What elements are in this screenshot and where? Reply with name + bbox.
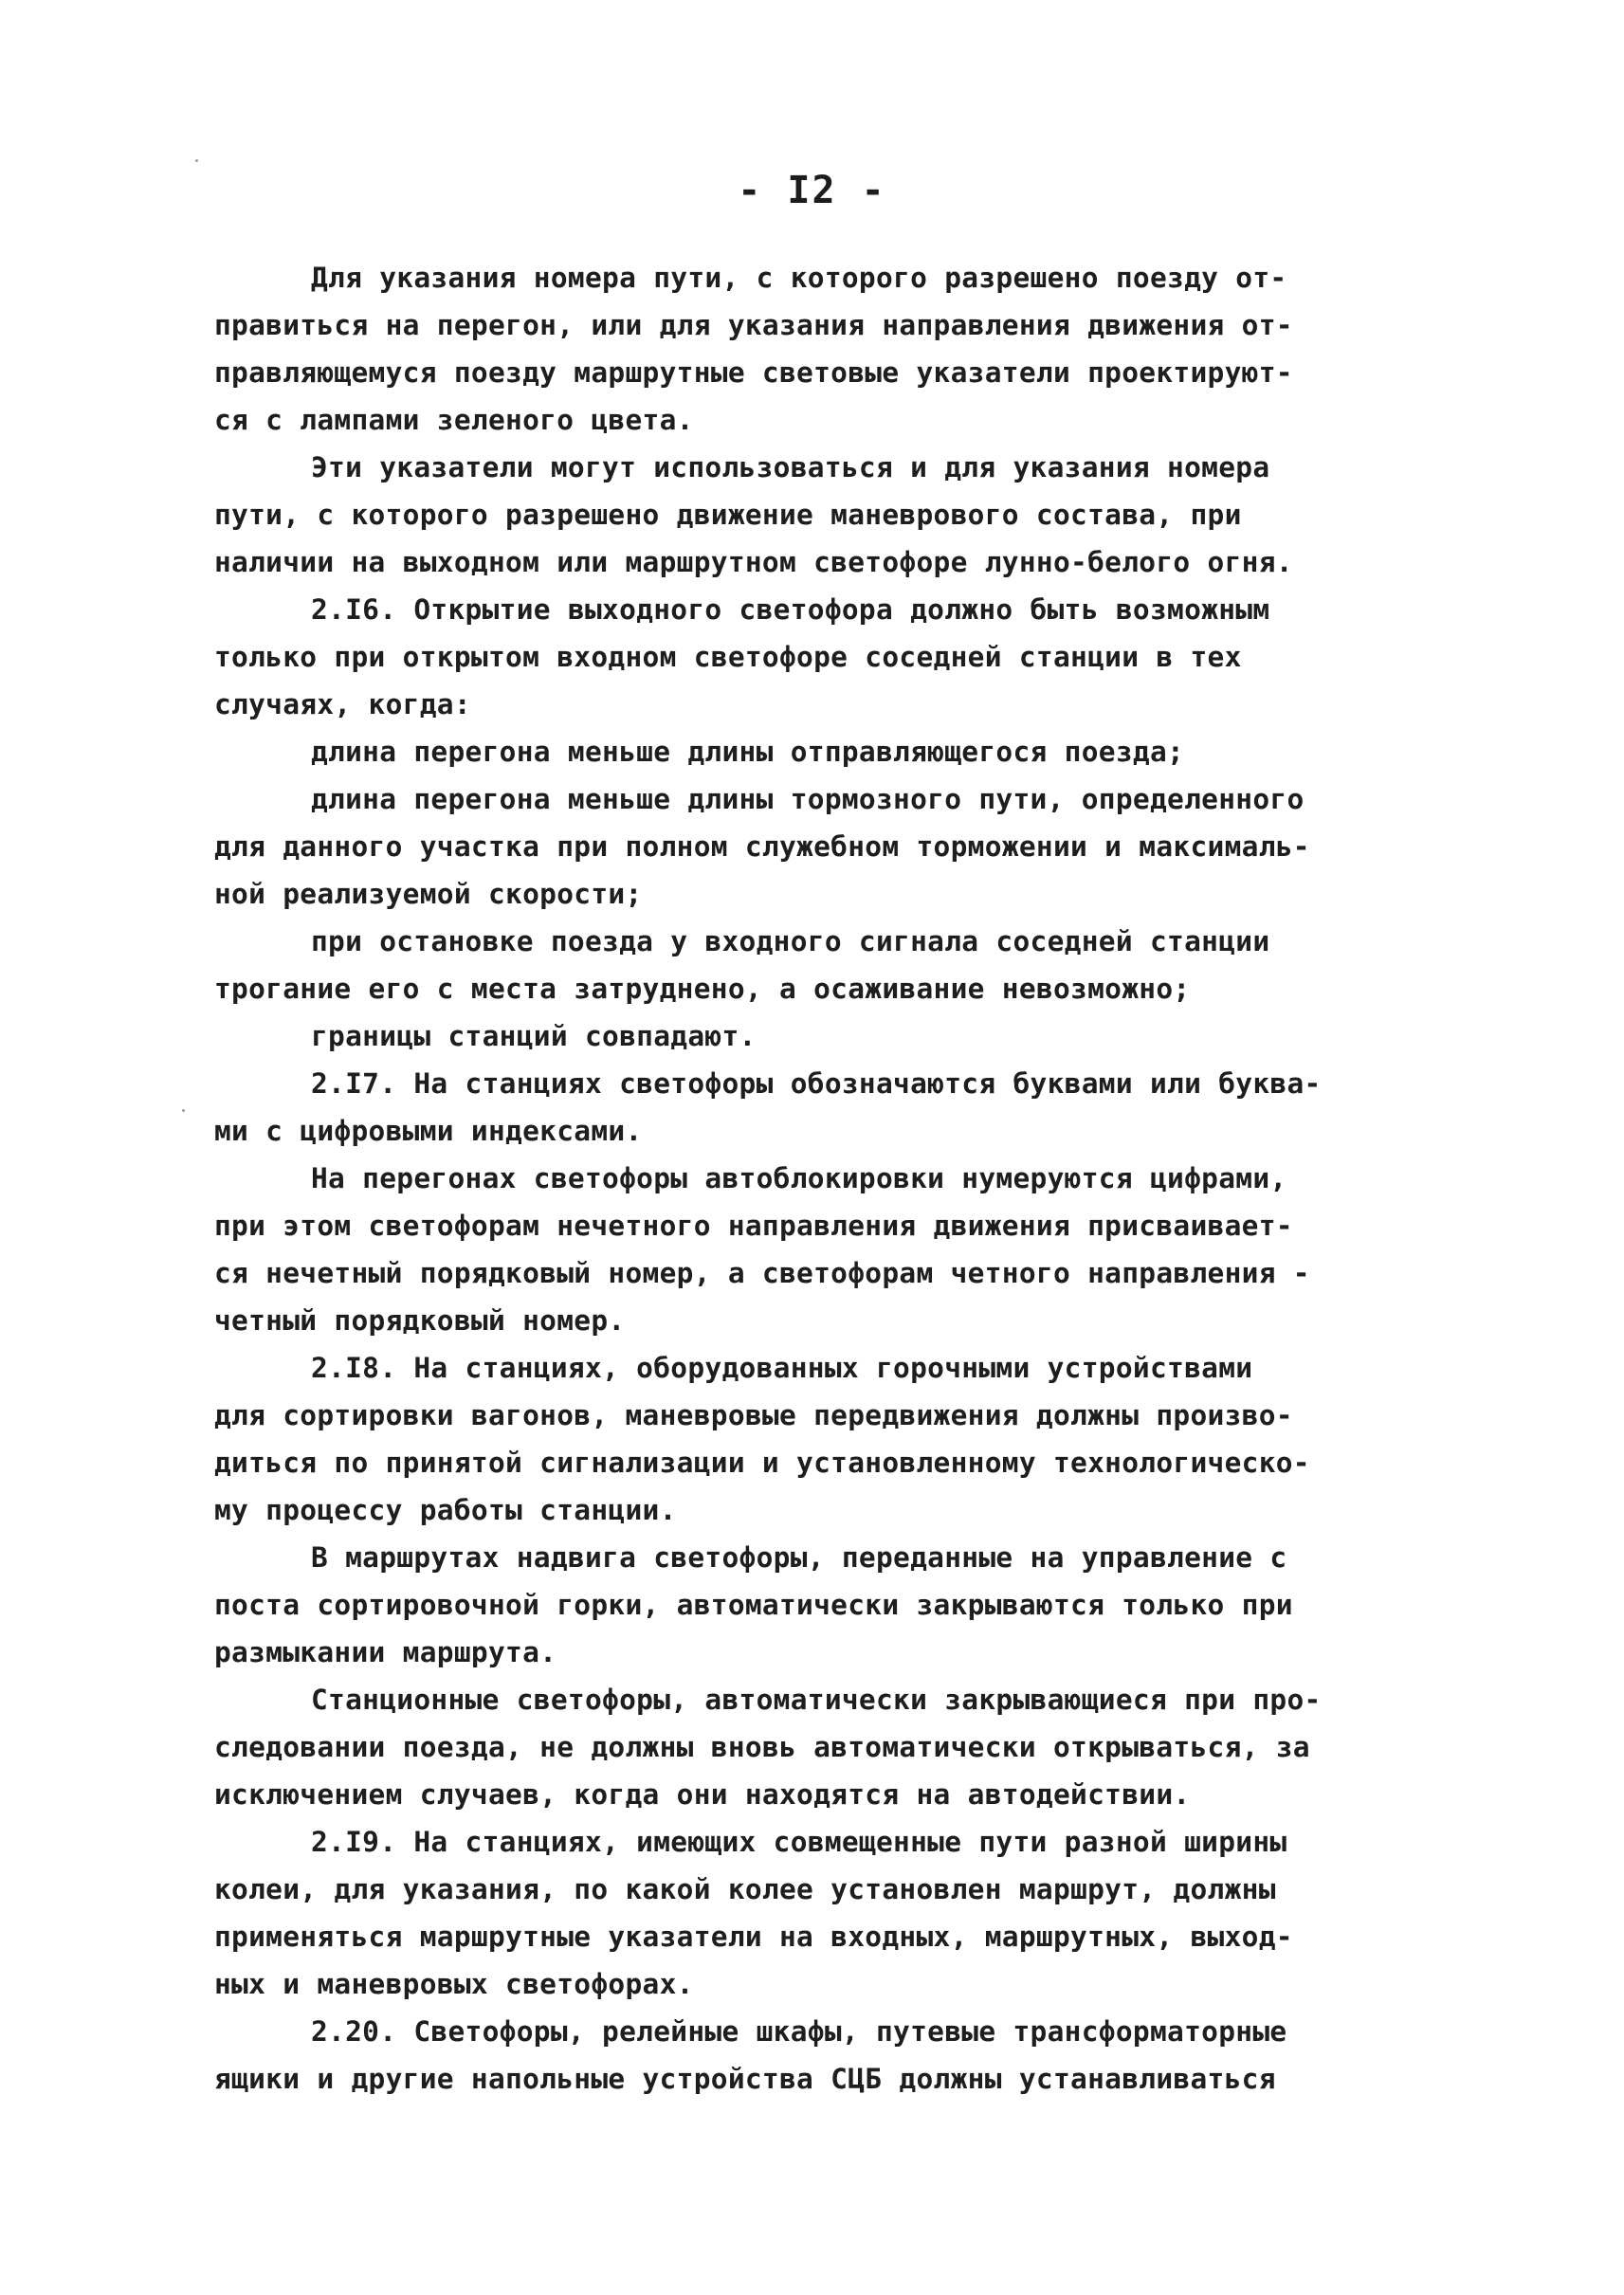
text-line: поста сортировочной горки, автоматически закрываются только при bbox=[214, 1589, 1293, 1621]
text-line: только при открытом входном светофоре соседней станции в тех bbox=[214, 641, 1242, 673]
text-line: ся нечетный порядковый номер, а светофорам четного направления - bbox=[214, 1257, 1310, 1289]
text-line: му процессу работы станции. bbox=[214, 1494, 677, 1526]
text-line: колеи, для указания, по какой колее установлен маршрут, должны bbox=[214, 1873, 1276, 1905]
text-line: наличии на выходном или маршрутном светофоре лунно-белого огня. bbox=[214, 546, 1293, 578]
text-line: 2.I8. На станциях, оборудованных горочными устройствами bbox=[311, 1352, 1253, 1384]
text-line: Эти указатели могут использоваться и для указания номера bbox=[311, 451, 1270, 483]
text-line: ящики и другие напольные устройства СЦБ должны устанавливаться bbox=[214, 2063, 1276, 2095]
page-number: - I2 - bbox=[738, 169, 886, 212]
scan-speck bbox=[182, 1109, 185, 1112]
scan-speck bbox=[195, 159, 198, 162]
text-line: границы станций совпадают. bbox=[311, 1020, 757, 1052]
text-line: четный порядковый номер. bbox=[214, 1304, 626, 1337]
text-line: при остановке поезда у входного сигнала соседней станции bbox=[311, 925, 1270, 957]
text-line: 2.I9. На станциях, имеющих совмещенные пути разной ширины bbox=[311, 1826, 1287, 1858]
body-text bbox=[214, 254, 1447, 2103]
text-line: В маршрутах надвига светофоры, переданные на управление с bbox=[311, 1541, 1287, 1574]
text-line: длина перегона меньше длины отправляющегося поезда; bbox=[311, 736, 1185, 768]
text-line: длина перегона меньше длины тормозного пути, определенного bbox=[311, 783, 1305, 815]
text-line: 2.I6. Открытие выходного светофора должно быть возможным bbox=[311, 593, 1270, 626]
text-line: исключением случаев, когда они находятся на автодействии. bbox=[214, 1778, 1191, 1811]
text-line: ся с лампами зеленого цвета. bbox=[214, 404, 694, 436]
text-line: для данного участка при полном служебном торможении и максималь- bbox=[214, 830, 1310, 863]
text-line: пути, с которого разрешено движение маневрового состава, при bbox=[214, 499, 1242, 531]
text-line: для сортировки вагонов, маневровые передвижения должны произво- bbox=[214, 1399, 1293, 1431]
text-line: ных и маневровых светофорах. bbox=[214, 1968, 694, 2000]
text-line: 2.20. Светофоры, релейные шкафы, путевые трансформаторные bbox=[311, 2015, 1287, 2048]
text-line: применяться маршрутные указатели на входных, маршрутных, выход- bbox=[214, 1921, 1293, 1953]
text-line: диться по принятой сигнализации и установленному технологическо- bbox=[214, 1447, 1310, 1479]
text-line: На перегонах светофоры автоблокировки нумеруются цифрами, bbox=[311, 1162, 1287, 1194]
text-line: Для указания номера пути, с которого разрешено поезду от- bbox=[311, 262, 1287, 294]
text-line: 2.I7. На станциях светофоры обозначаются буквами или буква- bbox=[311, 1067, 1322, 1100]
text-line: правиться на перегон, или для указания направления движения от- bbox=[214, 309, 1293, 341]
text-line: случаях, когда: bbox=[214, 688, 471, 720]
text-line: при этом светофорам нечетного направления движения присваивает- bbox=[214, 1210, 1293, 1242]
text-line: размыкании маршрута. bbox=[214, 1636, 557, 1668]
text-line: ми с цифровыми индексами. bbox=[214, 1115, 643, 1147]
text-line: трогание его с места затруднено, а осаживание невозможно; bbox=[214, 973, 1191, 1005]
text-line: ной реализуемой скорости; bbox=[214, 878, 643, 910]
text-line: Станционные светофоры, автоматически закрывающиеся при про- bbox=[311, 1684, 1322, 1716]
text-line: правляющемуся поезду маршрутные световые указатели проектируют- bbox=[214, 356, 1293, 389]
text-line: следовании поезда, не должны вновь автоматически открываться, за bbox=[214, 1731, 1310, 1763]
